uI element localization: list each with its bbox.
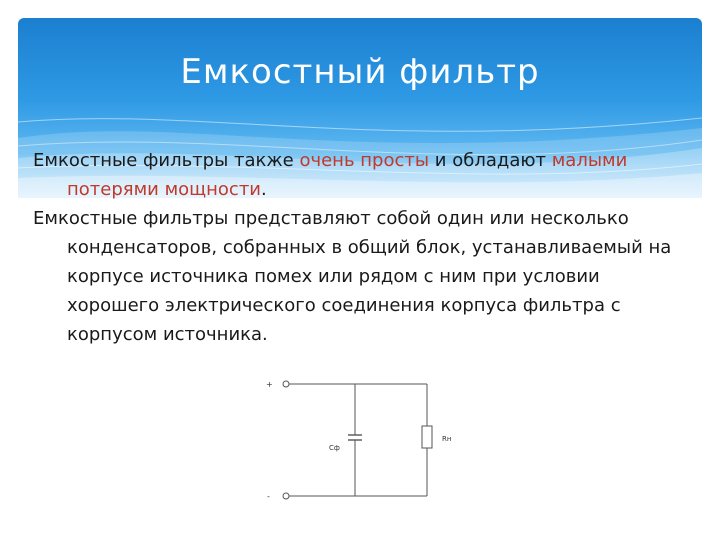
slide-title: Емкостный фильтр	[180, 52, 540, 92]
highlight-simple: очень просты	[299, 150, 430, 171]
plus-terminal	[283, 381, 289, 387]
minus-terminal	[283, 493, 289, 499]
minus-label: -	[267, 492, 270, 501]
load-resistor	[422, 426, 432, 448]
resistor-label: Rн	[442, 435, 452, 443]
paragraph-1	[33, 146, 693, 204]
slide-body	[33, 146, 693, 349]
highlight-low-losses: малыми потерями мощности	[67, 150, 628, 200]
plus-label: +	[266, 380, 273, 389]
paragraph-1-end: .	[261, 179, 267, 200]
paragraph-2: Емкостные фильтры представляют собой один или несколько конденсаторов, собранных в общий блок, устанавливаемый на корпусе источника помех или рядом с ним при условии хорошего электрического соединения корпуса фильтра с корпусом источника.	[33, 208, 672, 345]
filter-circuit-diagram	[255, 370, 455, 510]
paragraph-1-text: Емкостные фильтры также	[33, 150, 300, 171]
paragraph-1-text: и обладают	[429, 150, 552, 171]
capacitor-label: Cф	[329, 444, 340, 452]
